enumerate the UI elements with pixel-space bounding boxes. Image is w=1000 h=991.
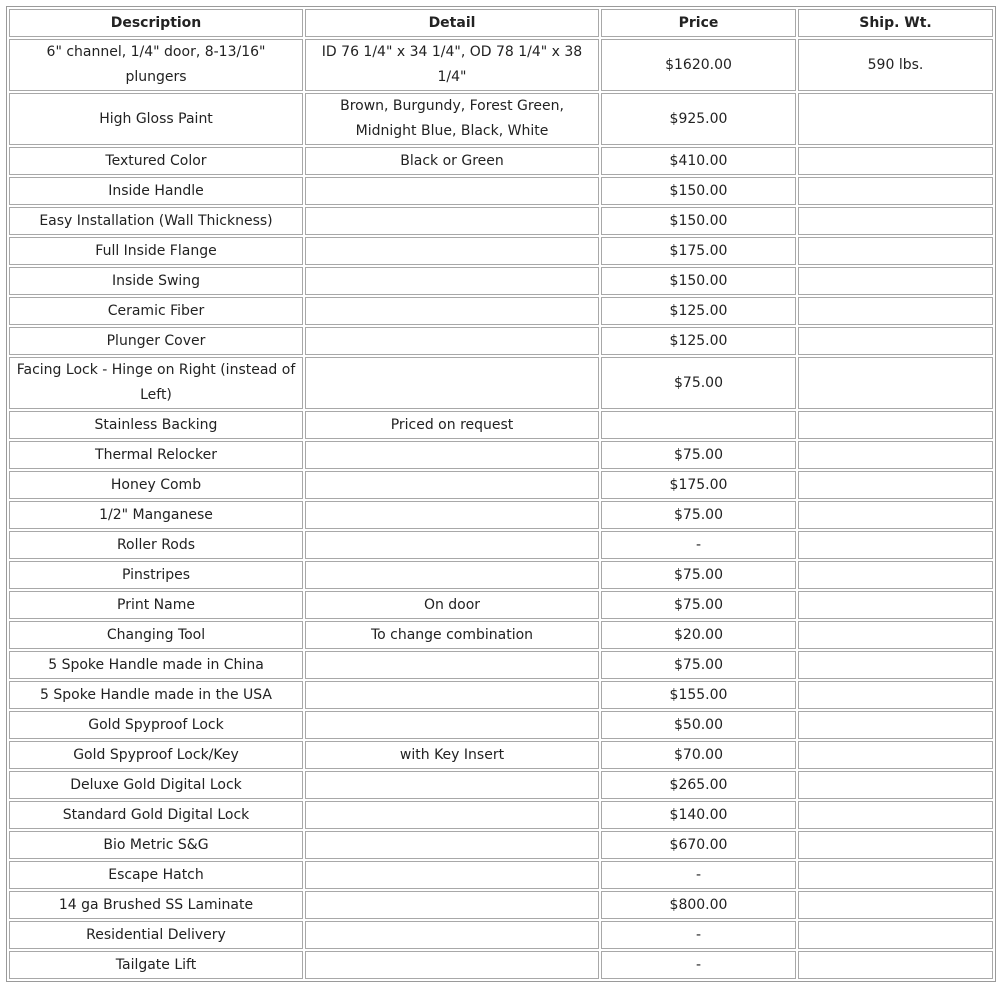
cell-ship-weight: [798, 501, 993, 529]
cell-detail: [305, 861, 599, 889]
cell-price: -: [601, 861, 796, 889]
table-row: [9, 621, 993, 649]
table-row: [9, 651, 993, 679]
cell-ship-weight: [798, 297, 993, 325]
cell-price: $670.00: [601, 831, 796, 859]
cell-ship-weight: [798, 411, 993, 439]
cell-price: $150.00: [601, 207, 796, 235]
cell-price: $125.00: [601, 327, 796, 355]
table-row: [9, 921, 993, 949]
cell-description: 5 Spoke Handle made in the USA: [9, 681, 303, 709]
cell-description: Tailgate Lift: [9, 951, 303, 979]
cell-ship-weight: [798, 891, 993, 919]
cell-ship-weight: [798, 561, 993, 589]
table-row: [9, 93, 993, 145]
cell-price: $175.00: [601, 471, 796, 499]
table-row: [9, 501, 993, 529]
table-row: [9, 177, 993, 205]
cell-ship-weight: [798, 831, 993, 859]
cell-ship-weight: [798, 921, 993, 949]
cell-description: Honey Comb: [9, 471, 303, 499]
cell-ship-weight: [798, 147, 993, 175]
cell-ship-weight: [798, 471, 993, 499]
cell-ship-weight: [798, 531, 993, 559]
cell-price: $75.00: [601, 651, 796, 679]
table-row: [9, 801, 993, 829]
cell-description: Stainless Backing: [9, 411, 303, 439]
cell-ship-weight: [798, 357, 993, 409]
cell-price: $925.00: [601, 93, 796, 145]
cell-detail: [305, 237, 599, 265]
cell-detail: [305, 327, 599, 355]
cell-detail: [305, 501, 599, 529]
cell-detail: [305, 921, 599, 949]
cell-ship-weight: [798, 441, 993, 469]
cell-description: Facing Lock - Hinge on Right (instead of Left): [9, 357, 303, 409]
cell-price: $150.00: [601, 267, 796, 295]
table-row: [9, 831, 993, 859]
table-row: [9, 531, 993, 559]
cell-detail: [305, 267, 599, 295]
cell-detail: Priced on request: [305, 411, 599, 439]
cell-price: $75.00: [601, 591, 796, 619]
table-row: [9, 861, 993, 889]
cell-price: $265.00: [601, 771, 796, 799]
cell-description: Gold Spyproof Lock: [9, 711, 303, 739]
cell-description: Gold Spyproof Lock/Key: [9, 741, 303, 769]
cell-ship-weight: [798, 741, 993, 769]
table-row: [9, 441, 993, 469]
header-row: [9, 9, 993, 37]
price-table-container: [6, 6, 994, 982]
table-row: [9, 207, 993, 235]
cell-price: $75.00: [601, 561, 796, 589]
cell-description: Standard Gold Digital Lock: [9, 801, 303, 829]
cell-price: $140.00: [601, 801, 796, 829]
cell-detail: [305, 357, 599, 409]
cell-price: $50.00: [601, 711, 796, 739]
cell-detail: Brown, Burgundy, Forest Green, Midnight Blue, Black, White: [305, 93, 599, 145]
table-row: [9, 39, 993, 91]
cell-description: Print Name: [9, 591, 303, 619]
cell-ship-weight: [798, 951, 993, 979]
cell-detail: [305, 471, 599, 499]
cell-ship-weight: [798, 681, 993, 709]
cell-price: $75.00: [601, 441, 796, 469]
cell-price: $125.00: [601, 297, 796, 325]
table-row: [9, 327, 993, 355]
cell-description: High Gloss Paint: [9, 93, 303, 145]
cell-ship-weight: [798, 651, 993, 679]
table-row: [9, 771, 993, 799]
cell-description: Changing Tool: [9, 621, 303, 649]
cell-ship-weight: [798, 267, 993, 295]
cell-detail: To change combination: [305, 621, 599, 649]
cell-description: Pinstripes: [9, 561, 303, 589]
cell-price: -: [601, 531, 796, 559]
cell-ship-weight: [798, 327, 993, 355]
table-row: [9, 357, 993, 409]
column-header-ship-weight: Ship. Wt.: [798, 9, 993, 37]
table-row: [9, 711, 993, 739]
cell-price: $20.00: [601, 621, 796, 649]
cell-ship-weight: [798, 621, 993, 649]
cell-detail: with Key Insert: [305, 741, 599, 769]
cell-price: $75.00: [601, 501, 796, 529]
cell-ship-weight: [798, 801, 993, 829]
cell-description: Roller Rods: [9, 531, 303, 559]
cell-description: Easy Installation (Wall Thickness): [9, 207, 303, 235]
cell-ship-weight: [798, 177, 993, 205]
cell-description: Inside Handle: [9, 177, 303, 205]
cell-description: Full Inside Flange: [9, 237, 303, 265]
cell-description: Inside Swing: [9, 267, 303, 295]
table-row: [9, 411, 993, 439]
cell-detail: ID 76 1/4" x 34 1/4", OD 78 1/4" x 38 1/4": [305, 39, 599, 91]
cell-detail: [305, 891, 599, 919]
table-row: [9, 681, 993, 709]
cell-price: $75.00: [601, 357, 796, 409]
table-row: [9, 741, 993, 769]
cell-ship-weight: [798, 771, 993, 799]
price-table: [6, 6, 996, 982]
cell-price: -: [601, 921, 796, 949]
table-header: [9, 9, 993, 37]
cell-description: Plunger Cover: [9, 327, 303, 355]
cell-ship-weight: [798, 237, 993, 265]
cell-price: $155.00: [601, 681, 796, 709]
cell-description: 5 Spoke Handle made in China: [9, 651, 303, 679]
cell-detail: [305, 531, 599, 559]
cell-detail: [305, 297, 599, 325]
cell-detail: On door: [305, 591, 599, 619]
table-row: [9, 561, 993, 589]
cell-detail: Black or Green: [305, 147, 599, 175]
cell-price: $150.00: [601, 177, 796, 205]
cell-detail: [305, 831, 599, 859]
cell-detail: [305, 801, 599, 829]
cell-ship-weight: [798, 207, 993, 235]
table-row: [9, 267, 993, 295]
cell-price: $175.00: [601, 237, 796, 265]
cell-description: Deluxe Gold Digital Lock: [9, 771, 303, 799]
table-body: [9, 39, 993, 979]
cell-detail: [305, 951, 599, 979]
cell-detail: [305, 651, 599, 679]
cell-description: Thermal Relocker: [9, 441, 303, 469]
cell-description: 14 ga Brushed SS Laminate: [9, 891, 303, 919]
cell-detail: [305, 681, 599, 709]
cell-description: Residential Delivery: [9, 921, 303, 949]
cell-ship-weight: [798, 93, 993, 145]
table-row: [9, 237, 993, 265]
column-header-price: Price: [601, 9, 796, 37]
cell-price: [601, 411, 796, 439]
table-row: [9, 951, 993, 979]
cell-detail: [305, 561, 599, 589]
cell-detail: [305, 771, 599, 799]
cell-price: $410.00: [601, 147, 796, 175]
table-row: [9, 891, 993, 919]
column-header-description: Description: [9, 9, 303, 37]
table-row: [9, 591, 993, 619]
cell-description: Ceramic Fiber: [9, 297, 303, 325]
cell-detail: [305, 207, 599, 235]
cell-ship-weight: 590 lbs.: [798, 39, 993, 91]
cell-ship-weight: [798, 861, 993, 889]
cell-detail: [305, 177, 599, 205]
table-row: [9, 297, 993, 325]
cell-price: -: [601, 951, 796, 979]
column-header-detail: Detail: [305, 9, 599, 37]
cell-description: 1/2" Manganese: [9, 501, 303, 529]
cell-ship-weight: [798, 711, 993, 739]
cell-price: $800.00: [601, 891, 796, 919]
cell-detail: [305, 711, 599, 739]
cell-description: Escape Hatch: [9, 861, 303, 889]
cell-description: 6" channel, 1/4" door, 8-13/16" plungers: [9, 39, 303, 91]
cell-description: Textured Color: [9, 147, 303, 175]
cell-ship-weight: [798, 591, 993, 619]
table-row: [9, 471, 993, 499]
table-row: [9, 147, 993, 175]
cell-price: $1620.00: [601, 39, 796, 91]
cell-price: $70.00: [601, 741, 796, 769]
cell-description: Bio Metric S&G: [9, 831, 303, 859]
cell-detail: [305, 441, 599, 469]
